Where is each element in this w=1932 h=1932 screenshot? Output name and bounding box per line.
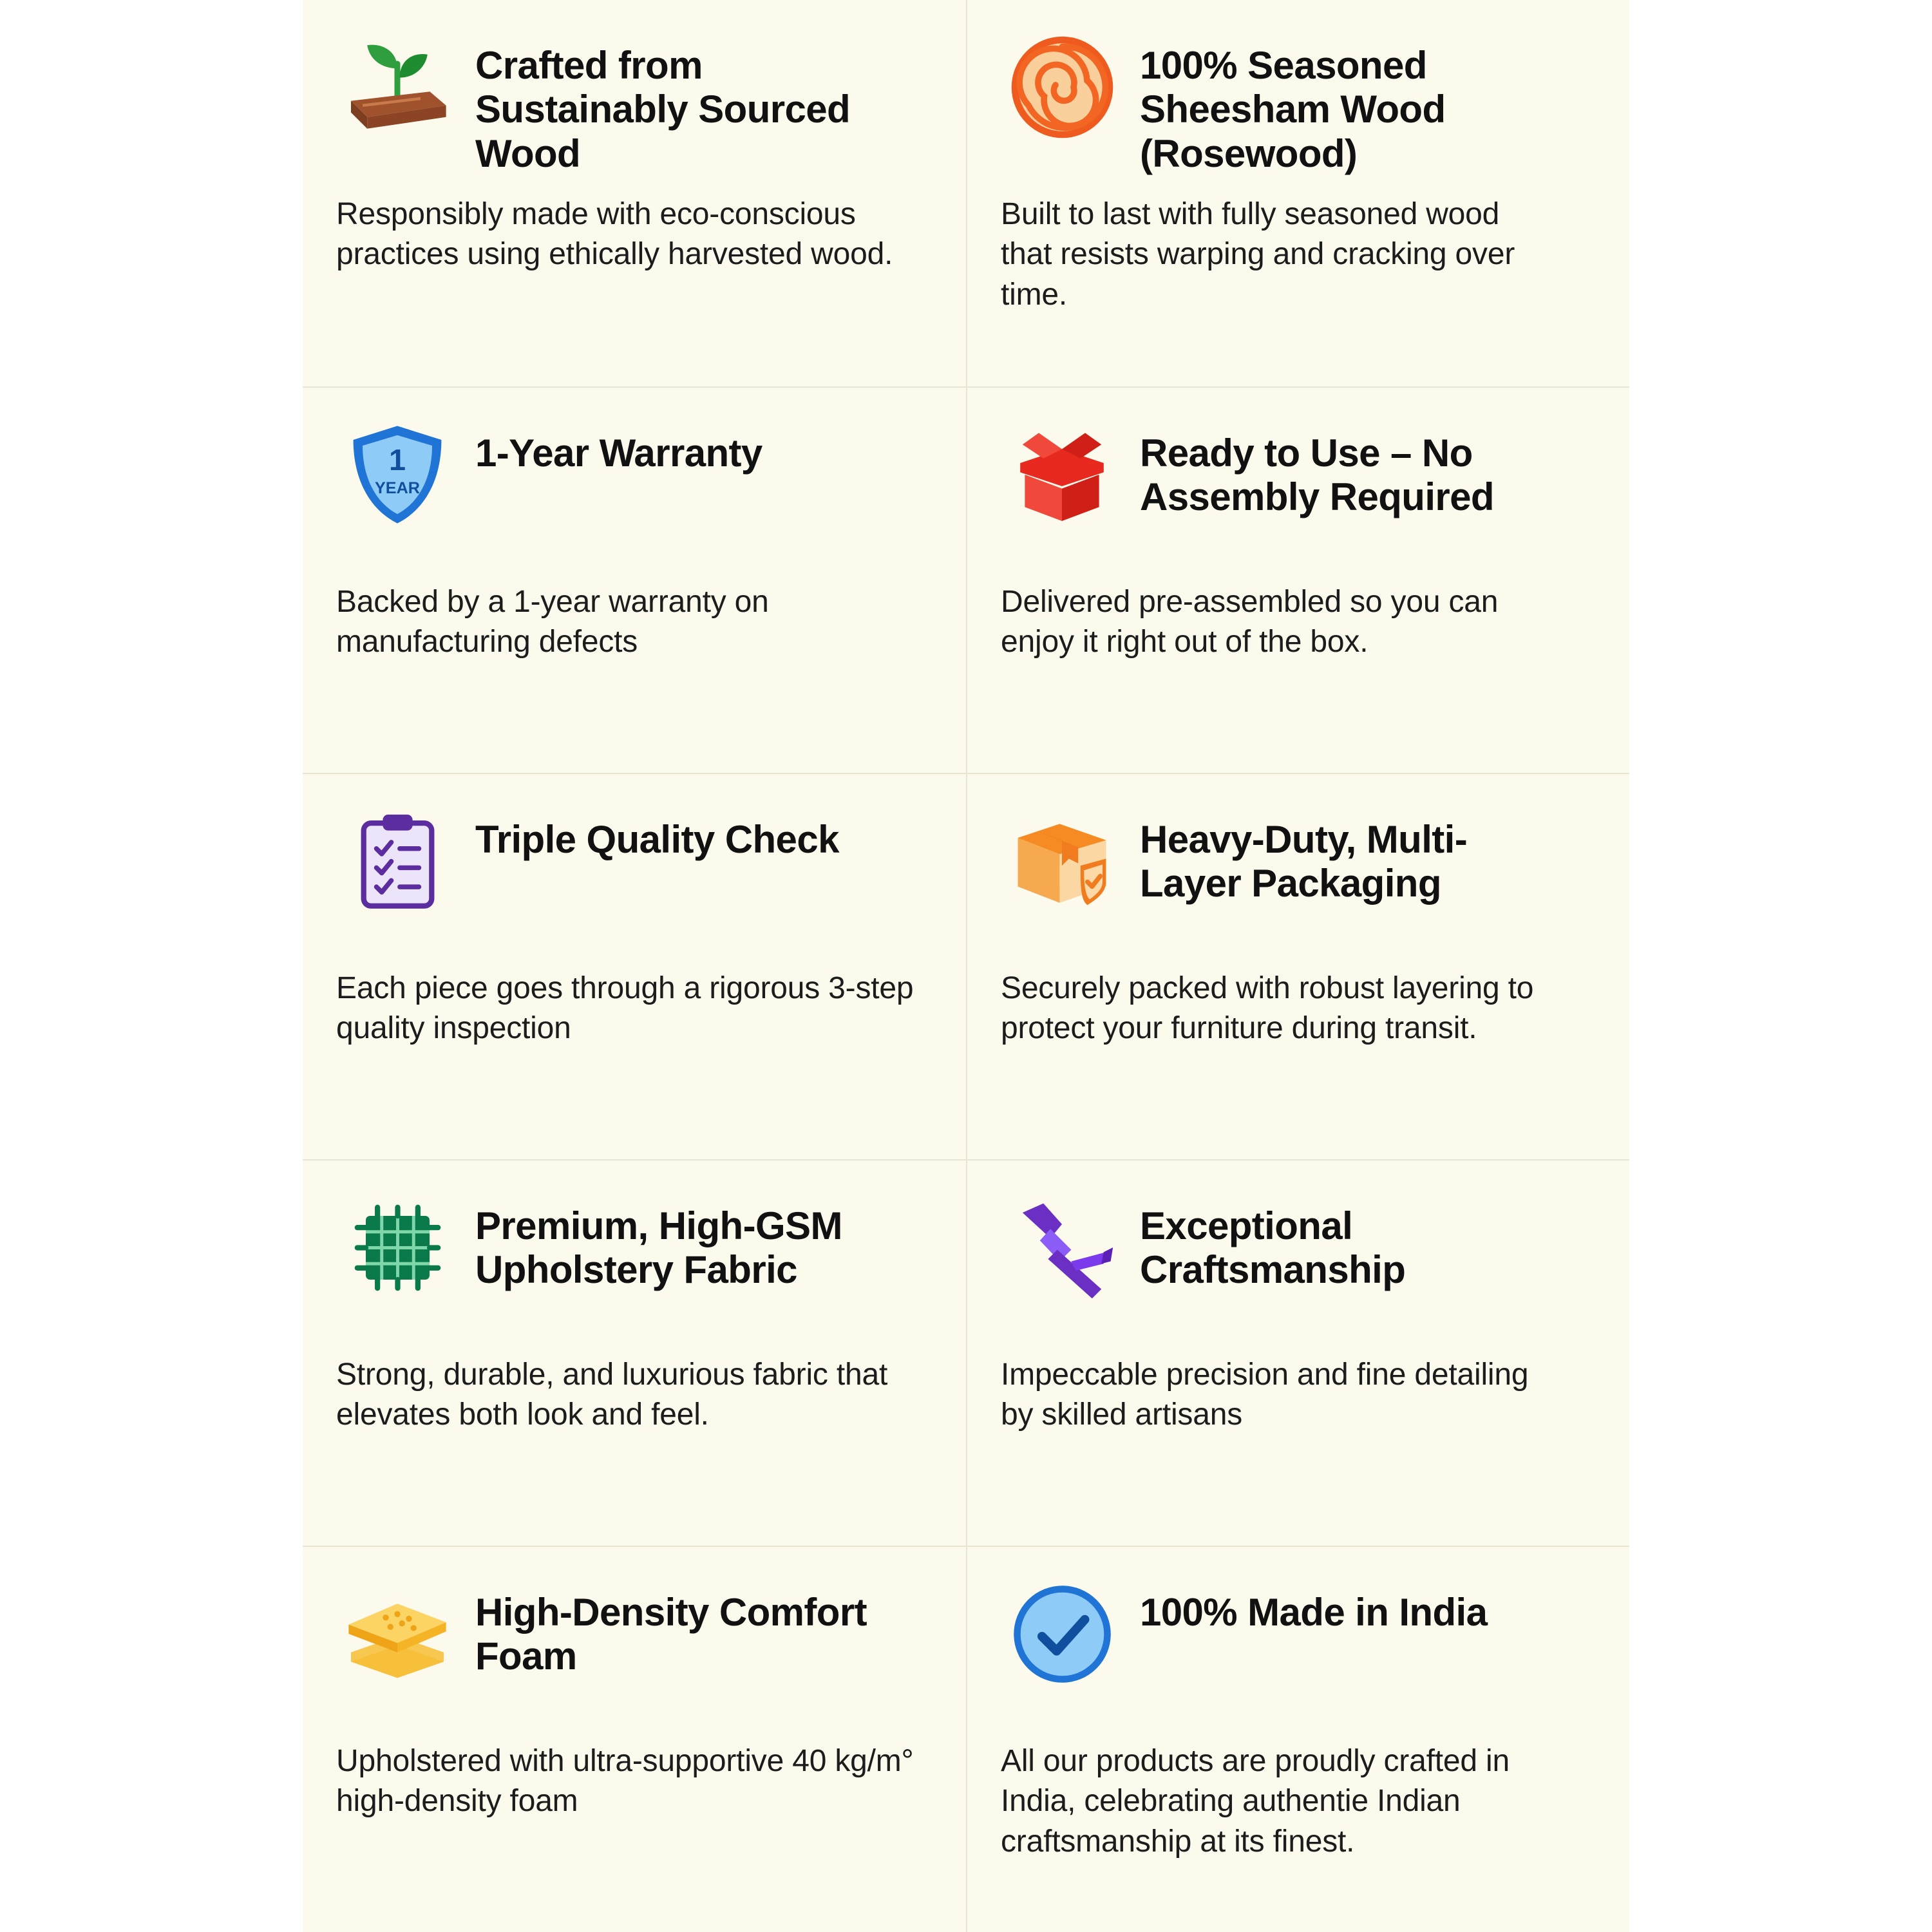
feature-description: Securely packed with robust layering to protect your furniture during transit. (1001, 971, 1534, 1046)
feature-description: Impeccable precision and fine detailing by skilled artisans (1001, 1358, 1529, 1432)
feature-title: Crafted from Sustainably Sourced Wood (475, 44, 851, 175)
feature-panel (303, 0, 1629, 1932)
feature-header (1001, 1573, 1596, 1727)
feature-description: Responsibly made with eco-conscious practices using ethically harvested wood. (336, 197, 893, 272)
feature-card (966, 386, 1629, 773)
feature-title: High-Density Comfort Foam (475, 1591, 867, 1678)
open-box-icon (1001, 413, 1123, 536)
feature-card (966, 773, 1629, 1159)
feature-card (303, 1159, 966, 1546)
feature-card (966, 1159, 1629, 1546)
feature-title: Exceptional Craftsmanship (1140, 1204, 1406, 1292)
feature-card (966, 1546, 1629, 1932)
clipboard-checklist-icon (336, 800, 459, 922)
warranty-badge-number: 1 (388, 442, 406, 477)
feature-title: Premium, High-GSM Upholstery Fabric (475, 1204, 842, 1292)
feature-title: 1-Year Warranty (475, 431, 762, 475)
feature-card (303, 773, 966, 1159)
feature-card (303, 1546, 966, 1932)
feature-title: Heavy-Duty, Multi-Layer Packaging (1140, 818, 1468, 905)
feature-description: Upholstered with ultra-supportive 40 kg/m° high-density foam (336, 1744, 914, 1819)
foam-layers-icon (336, 1573, 459, 1695)
feature-header (1001, 413, 1596, 568)
feature-header (336, 26, 933, 180)
feature-description: Built to last with fully seasoned wood that resists warping and cracking over time. (1001, 197, 1515, 312)
warranty-badge-label: YEAR (375, 478, 420, 497)
feature-card (303, 386, 966, 773)
warranty-shield-icon (336, 413, 459, 536)
feature-title: Triple Quality Check (475, 818, 839, 861)
feature-card (966, 0, 1629, 386)
feature-description: All our products are proudly crafted in India, celebrating authentie Indian craftsmanship at its finest. (1001, 1744, 1510, 1859)
feature-description: Strong, durable, and luxurious fabric that elevates both look and feel. (336, 1358, 888, 1432)
feature-title: 100% Made in India (1140, 1591, 1488, 1634)
feature-title: Ready to Use – No Assembly Required (1140, 431, 1494, 519)
feature-header (336, 800, 933, 954)
feature-description: Delivered pre-assembled so you can enjoy it right out of the box. (1001, 585, 1499, 659)
blue-check-circle-icon (1001, 1573, 1123, 1695)
feature-header (336, 1186, 933, 1341)
feature-grid (303, 0, 1629, 1932)
feature-header (336, 413, 933, 568)
feature-card (303, 0, 966, 386)
feature-title: 100% Seasoned Sheesham Wood (Rosewood) (1140, 44, 1446, 175)
feature-description: Each piece goes through a rigorous 3-step quality inspection (336, 971, 914, 1046)
feature-header (1001, 26, 1596, 180)
wood-plank-leaf-icon (336, 26, 459, 148)
fabric-swatch-icon (336, 1186, 459, 1309)
feature-header (336, 1573, 933, 1727)
shielded-package-icon (1001, 800, 1123, 922)
wood-grain-spiral-icon (1001, 26, 1123, 148)
feature-header (1001, 1186, 1596, 1341)
feature-description: Backed by a 1-year warranty on manufacturing defects (336, 585, 769, 659)
hammer-nail-icon (1001, 1186, 1123, 1309)
feature-header (1001, 800, 1596, 954)
